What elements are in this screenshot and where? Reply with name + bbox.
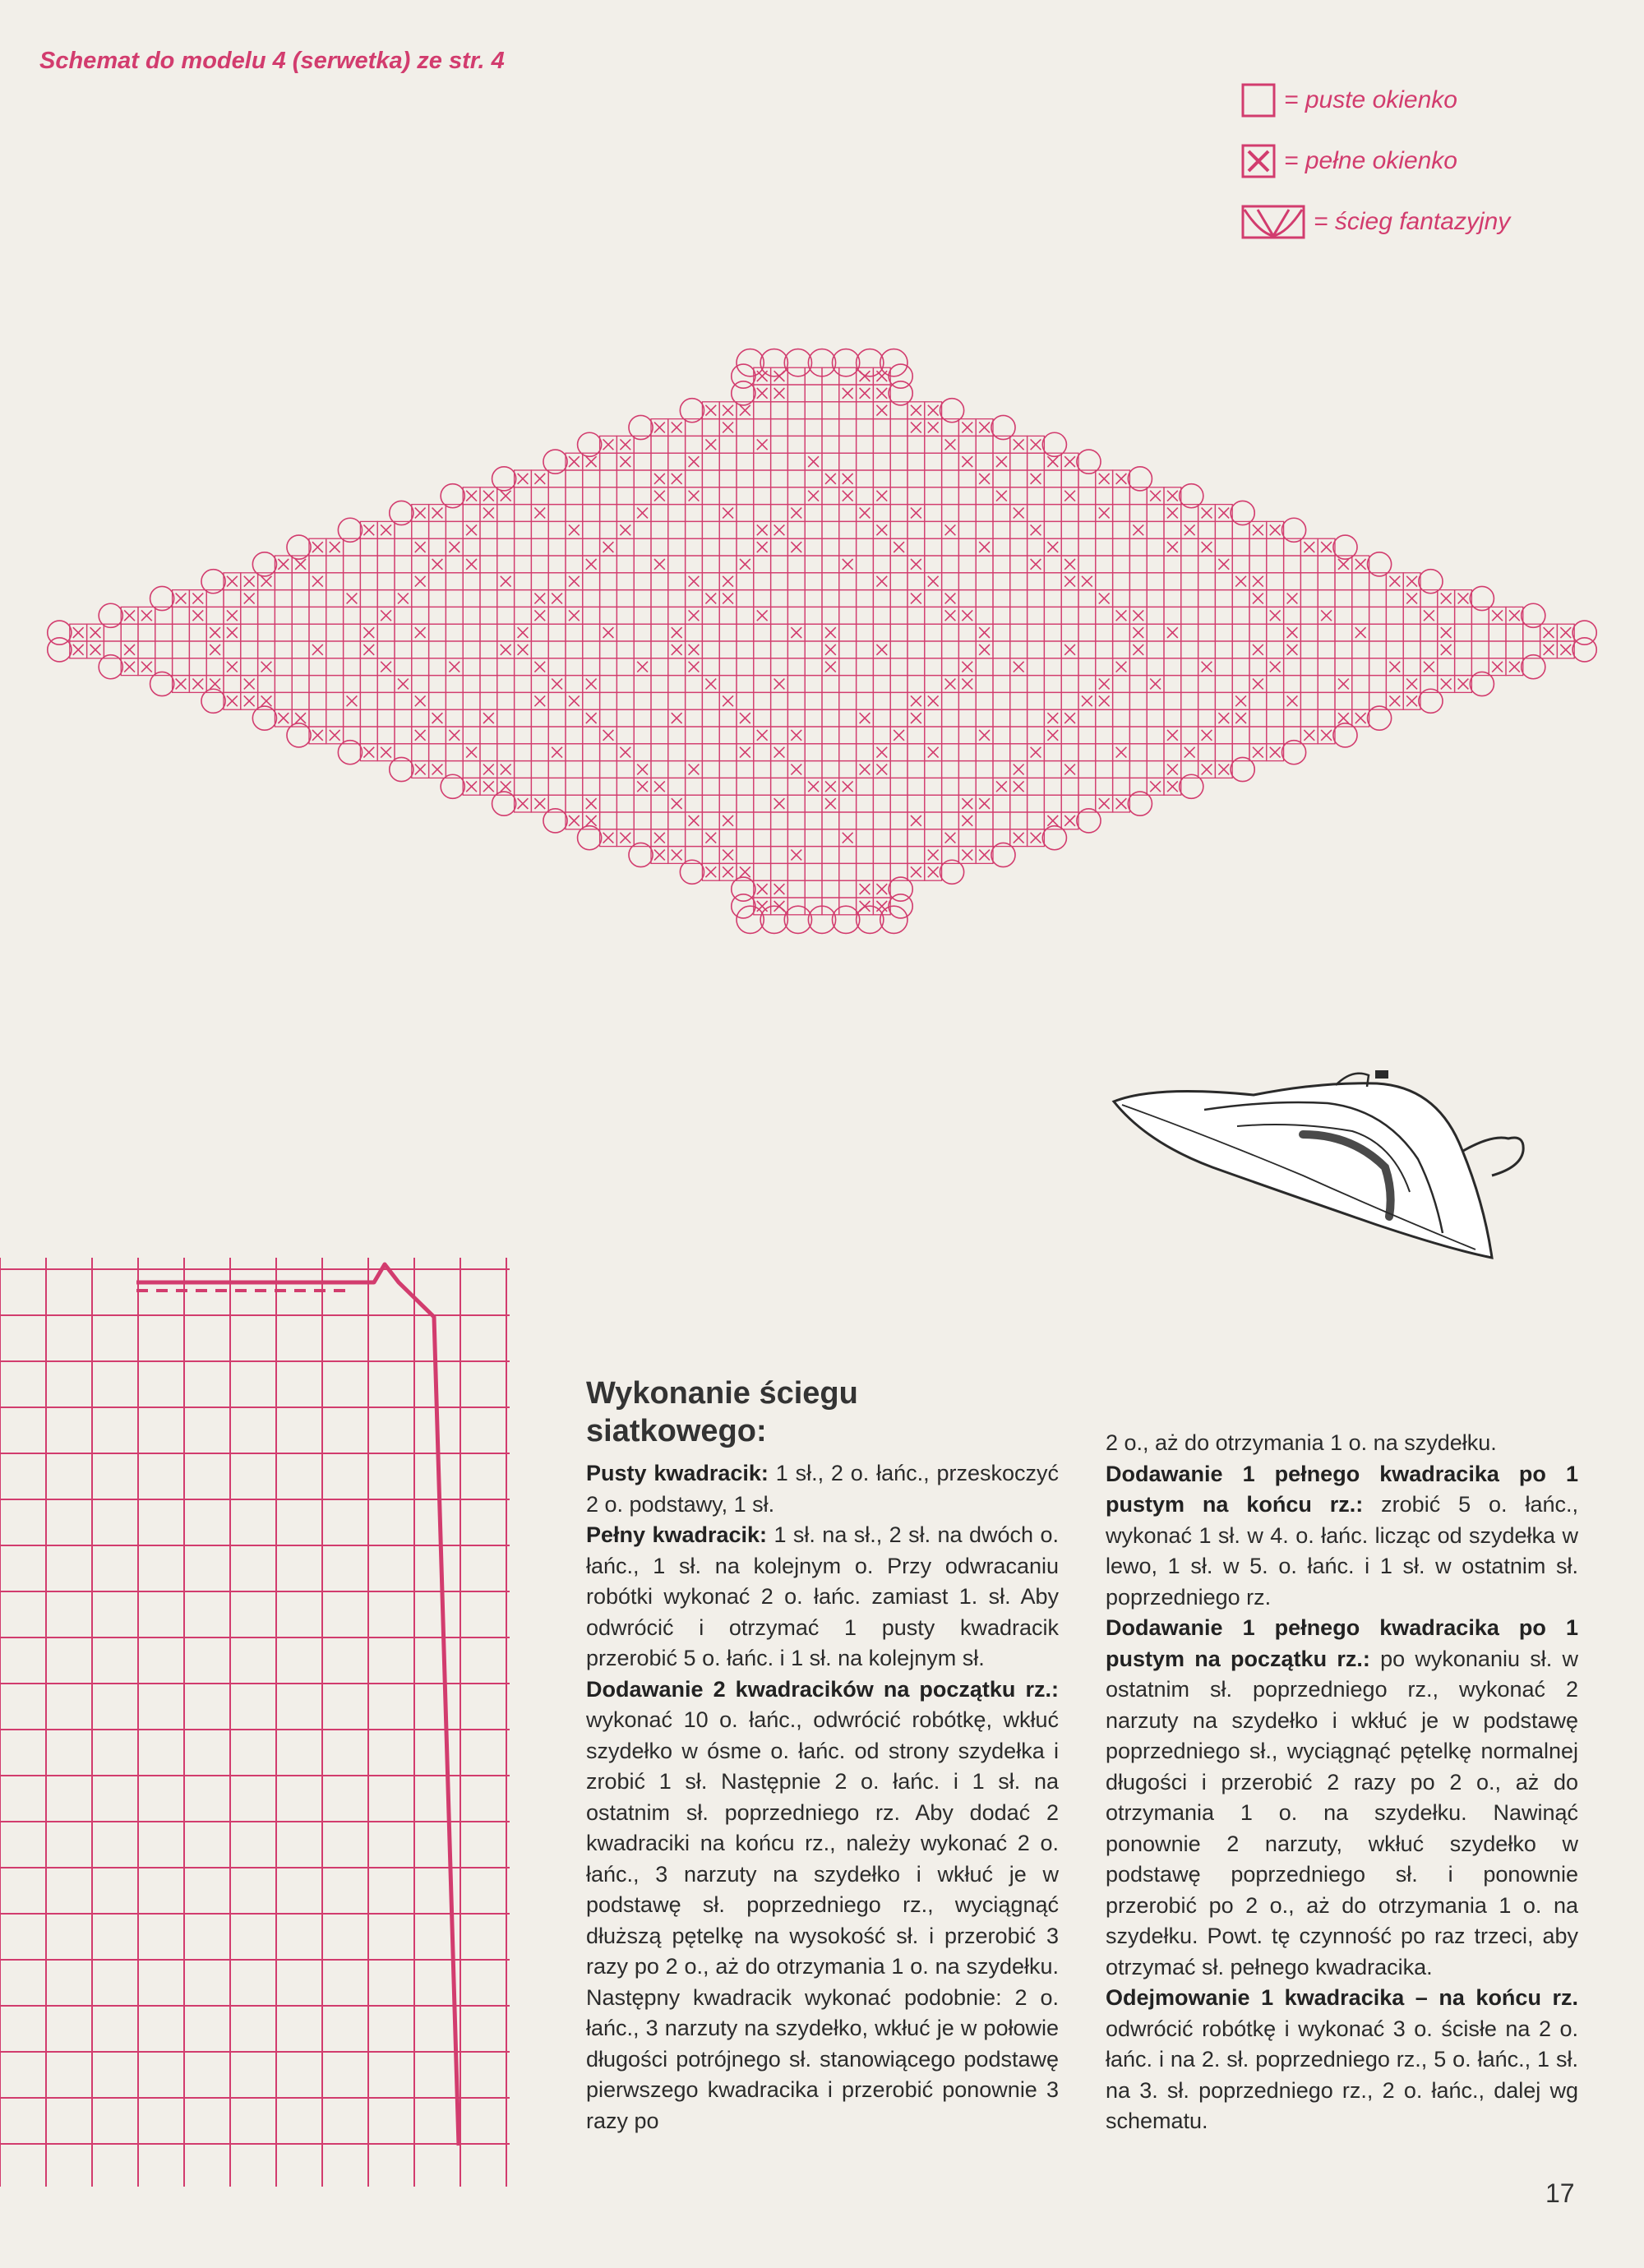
section-title-line-2: siatkowego: <box>586 1414 767 1448</box>
legend-label: = ścieg fantazyjny <box>1314 208 1511 235</box>
paragraph: Pusty kwadracik: 1 sł., 2 o. łańc., przeskoczyć 2 o. podstawy, 1 sł. <box>586 1461 1059 1517</box>
diamond-pattern <box>48 349 1596 934</box>
page-title: Schemat do modelu 4 (serwetka) ze str. 4 <box>39 48 505 74</box>
sewing-pattern-grid <box>0 1258 526 2187</box>
paragraph: Dodawanie 2 kwadracików na początku rz.: wykonać 10 o. łańc., odwrócić robótkę, wkłuć szydełko w ósme o. łańc. od strony szydełka i zrobić 1 sł. Następnie 2 o. łańc. i 1 sł. na ostatnim sł. poprzedniego rz. Aby dodać 2 kwadraciki na końcu rz., należy wykonać 2 o. łańc., 3 narzuty na szydełko i wkłuć je w podstawę sł. poprzedniego rz., wyciągnąć dłuższą pętelkę na wysokość sł. i przerobić 3 razy po 2 o., aż do otrzymania 1 o. na szydełku. Następny kwadracik wykonać podobnie: 2 o. łańc., 3 narzuty na szydełko, wkłuć je w połowie długości potrójnego sł. stanowiącego podstawę pierwszego kwadracika i przerobić ponownie 3 razy po <box>586 1676 1059 2133</box>
paragraph: Dodawanie 1 pełnego kwadracika po 1 pustym na końcu rz.: zrobić 5 o. łańc., wykonać 1 sł. w 4. o. łańc. licząc od szydełka w lewo, 1 sł. w 5. o. łańc. i 1 sł. w ostatnim sł. poprzedniego rz. <box>1106 1461 1578 1610</box>
legend-label: = puste okienko <box>1284 86 1457 113</box>
page-number: 17 <box>1545 2178 1575 2208</box>
legend-label: = pełne okienko <box>1284 147 1457 174</box>
paragraph: Dodawanie 1 pełnego kwadracika po 1 pustym na początku rz.: po wykonaniu sł. w ostatnim sł. poprzedniego rz., wykonać 2 narzuty na szydełko i wkłuć je w podstawę poprzedniego sł., wyciągnąć pętelkę normalnej długości i przerobić 2 razy po 2 o., aż do otrzymania 1 o. na szydełku. Nawinąć ponownie 2 narzuty, wkłuć szydełko w podstawę poprzedniego sł. i ponownie przerobić po 2 o., aż do otrzymania 1 o. na szydełku. Powt. tę czynność po raz trzeci, aby otrzymać sł. pełnego kwadracika. <box>1106 1615 1579 1979</box>
article-column-2 <box>1106 1428 1578 2137</box>
article-column-1 <box>586 1374 1059 2136</box>
paragraph: Pełny kwadracik: 1 sł. na sł., 2 sł. na dwóch o. łańc., 1 sł. na kolejnym o. Przy odwracaniu robótki wykonać 2 o. łańc. zamiast 1. sł. Aby odwrócić i otrzymać 1 pusty kwadracik przerobić 5 o. łańc. i 1 sł. na kolejnym sł. <box>586 1522 1059 1670</box>
iron-illustration <box>1106 1052 1582 1299</box>
section-title-line-1: Wykonanie ściegu <box>586 1376 858 1411</box>
paragraph: Odejmowanie 1 kwadracika – na końcu rz. odwrócić robótkę i wykonać 3 o. ścisłe na 2 o. łańc. i na 2. sł. poprzedniego rz., 5 o. łańc., 1 sł. na 3. sł. poprzedniego rz., 2 o. łańc., dalej wg schematu. <box>1106 1985 1578 2133</box>
section-title <box>586 1374 1059 1450</box>
paragraph: 2 o., aż do otrzymania 1 o. na szydełku. <box>1106 1430 1497 1455</box>
